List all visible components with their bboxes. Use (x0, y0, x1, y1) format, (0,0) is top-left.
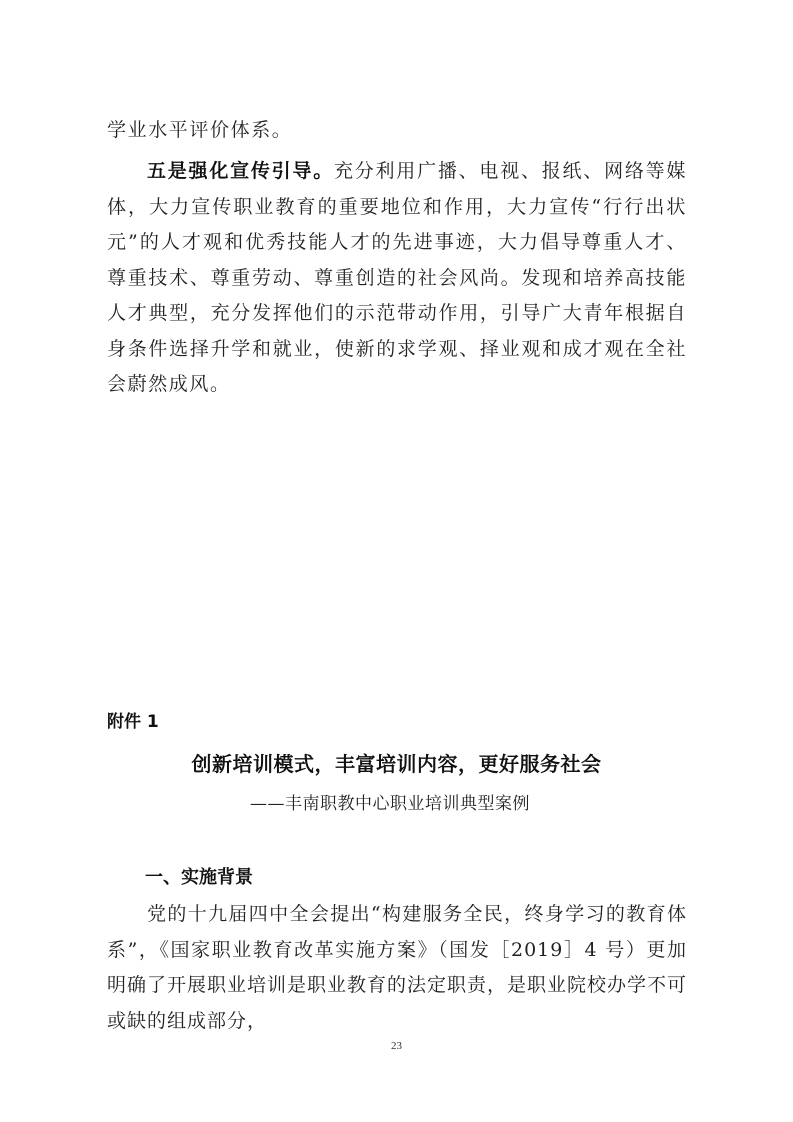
paragraph-body: 充分利用广播、电视、报纸、网络等媒体，大力宣传职业教育的重要地位和作用，大力宣传“行行出状元”的人才观和优秀技能人才的先进事迹，大力倡导尊重人才、尊重技术、尊重劳动、尊重创造的社会风尚。发现和培养高技能人才典型，充分发挥他们的示范带动作用，引导广大青年根据自身条件选择升学和就业，使新的求学观、择业观和成才观在全社会蔚然成风。 (107, 160, 687, 395)
paragraph-evaluation-system: 学业水平评价体系。 (107, 119, 293, 141)
paragraph-publicity-guidance (107, 154, 687, 403)
attachment-label: 附件 1 (107, 712, 159, 732)
document-title: 创新培训模式，丰富培训内容，更好服务社会 (191, 752, 602, 776)
document-subtitle: ——丰南职教中心职业培训典型案例 (250, 794, 530, 814)
paragraph-background: 党的十九届四中全会提出“构建服务全民，终身学习的教育体系”，《国家职业教育改革实施方案》（国发［2019］4 号）更加明确了开展职业培训是职业教育的法定职责，是职业院校办学不可或缺的组成部分， (107, 903, 688, 1032)
section-heading: 一、实施背景 (145, 867, 253, 888)
page-number: 23 (391, 1040, 402, 1052)
paragraph-lead-bold: 五是强化宣传引导。 (147, 160, 334, 182)
